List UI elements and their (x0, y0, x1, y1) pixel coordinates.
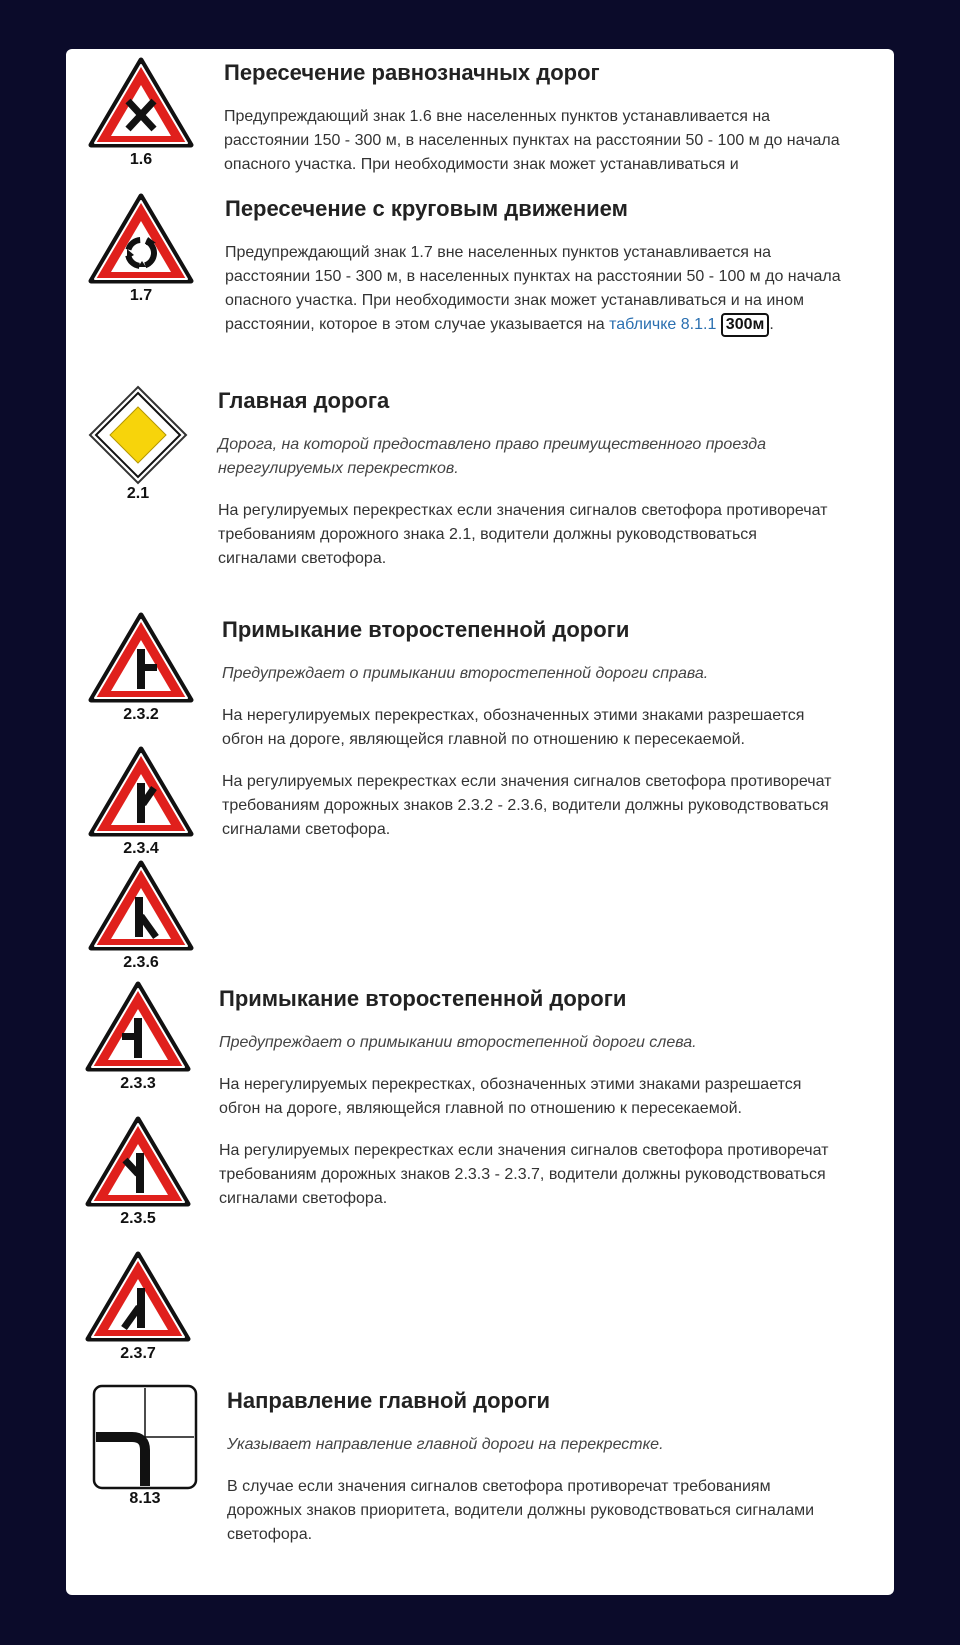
sign-2-3-7 (85, 1251, 191, 1363)
crossroads-equal-icon (88, 57, 194, 149)
section-text: На нерегулируемых перекрестках, обозначенных этими знаками разрешается обгон на дороге, являющейся главной по отношению к пересекаемой. (219, 1076, 802, 1117)
section-lead: Дорога, на которой предоставлено право преимущественного проезда нерегулируемых перекрестков. (218, 436, 767, 477)
sign-label: 2.3.3 (120, 1075, 156, 1092)
sign-2-3-4 (88, 746, 194, 858)
sign-label: 2.3.7 (120, 1345, 156, 1362)
sign-1-7 (88, 193, 194, 305)
section-equal-crossroads (224, 59, 844, 195)
side-road-right-merge-icon (88, 860, 194, 952)
sign-label: 1.6 (129, 151, 153, 168)
section-text (225, 241, 845, 337)
sign-label: 8.13 (129, 1490, 161, 1507)
sign-label: 2.3.4 (123, 840, 159, 857)
roundabout-icon (88, 193, 194, 285)
section-roundabout (225, 195, 845, 355)
section-title: Примыкание второстепенной дороги (219, 986, 627, 1011)
sign-2-3-5 (85, 1116, 191, 1228)
section-title: Направление главной дороги (227, 1388, 551, 1413)
sign-label: 2.3.6 (123, 954, 159, 971)
side-road-right-angled-icon (88, 746, 194, 838)
sign-2-1 (88, 385, 188, 505)
section-text: Предупреждающий знак 1.6 вне населенных пунктов устанавливается на расстоянии 150 - 300 м, в населенных пунктах на расстоянии 50 - 100 м до начала опасного участка. При необходимости знак может устанавливаться и (224, 108, 840, 173)
section-text: На регулируемых перекрестках если значения сигналов светофора противоречат требованиям дорожных знаков 2.3.2 - 2.3.6, водители должны руководствоваться сигналами светофора. (222, 773, 832, 838)
sign-label: 2.3.5 (120, 1210, 156, 1227)
sign-2-3-2 (88, 612, 194, 724)
side-road-left-angled-icon (85, 1116, 191, 1208)
sign-2-3-6 (88, 860, 194, 972)
section-title: Примыкание второстепенной дороги (222, 617, 630, 642)
section-main-road-direction (227, 1387, 847, 1565)
plate-8-1-1-link[interactable]: табличке 8.1.1 (609, 316, 717, 333)
sign-label: 2.3.2 (123, 706, 159, 723)
section-lead: Предупреждает о примыкании второстепенной дороги справа. (222, 665, 709, 682)
section-text: На нерегулируемых перекрестках, обозначенных этими знаками разрешается обгон на дороге, являющейся главной по отношению к пересекаемой. (222, 707, 805, 748)
section-lead: Предупреждает о примыкании второстепенной дороги слева. (219, 1034, 697, 1051)
section-title: Пересечение равнозначных дорог (224, 60, 600, 85)
sign-label: 1.7 (129, 287, 153, 304)
section-text: На регулируемых перекрестках если значения сигналов светофора противоречат требованиям дорожных знаков 2.3.3 - 2.3.7, водители должны руководствоваться сигналами светофора. (219, 1142, 829, 1207)
side-road-right-icon (88, 612, 194, 704)
sign-label: 2.1 (126, 485, 150, 502)
main-road-icon (88, 385, 188, 485)
sign-1-6 (88, 57, 194, 169)
section-text-body: Предупреждающий знак 1.7 вне населенных пунктов устанавливается на расстоянии 150 - 300 м, в населенных пунктах на расстоянии 50 - 100 м до начала опасного участка. При необходимости знак может устанавливаться и на ином расстоянии, которое в этом случае указывается на (225, 244, 841, 333)
main-road-direction-icon (92, 1384, 198, 1490)
side-road-left-icon (85, 981, 191, 1073)
text-tail: . (769, 316, 774, 333)
section-text: На регулируемых перекрестках если значения сигналов светофора противоречат требованиям дорожного знака 2.1, водители должны руководствоваться сигналами светофора. (218, 502, 828, 567)
side-road-left-merge-icon (85, 1251, 191, 1343)
section-lead: Указывает направление главной дороги на перекрестке. (227, 1436, 664, 1453)
section-side-road-left (219, 985, 839, 1229)
section-title: Пересечение с круговым движением (225, 196, 628, 221)
section-side-road-right (222, 616, 842, 860)
sign-8-13 (92, 1384, 198, 1508)
sign-2-3-3 (85, 981, 191, 1093)
distance-plate: 300м (721, 313, 770, 337)
content-card (66, 49, 894, 1595)
section-title: Главная дорога (218, 388, 390, 413)
section-text: В случае если значения сигналов светофора противоречат требованиям дорожных знаков приоритета, водители должны руководствоваться сигналами светофора. (227, 1478, 815, 1543)
section-main-road (218, 387, 838, 589)
